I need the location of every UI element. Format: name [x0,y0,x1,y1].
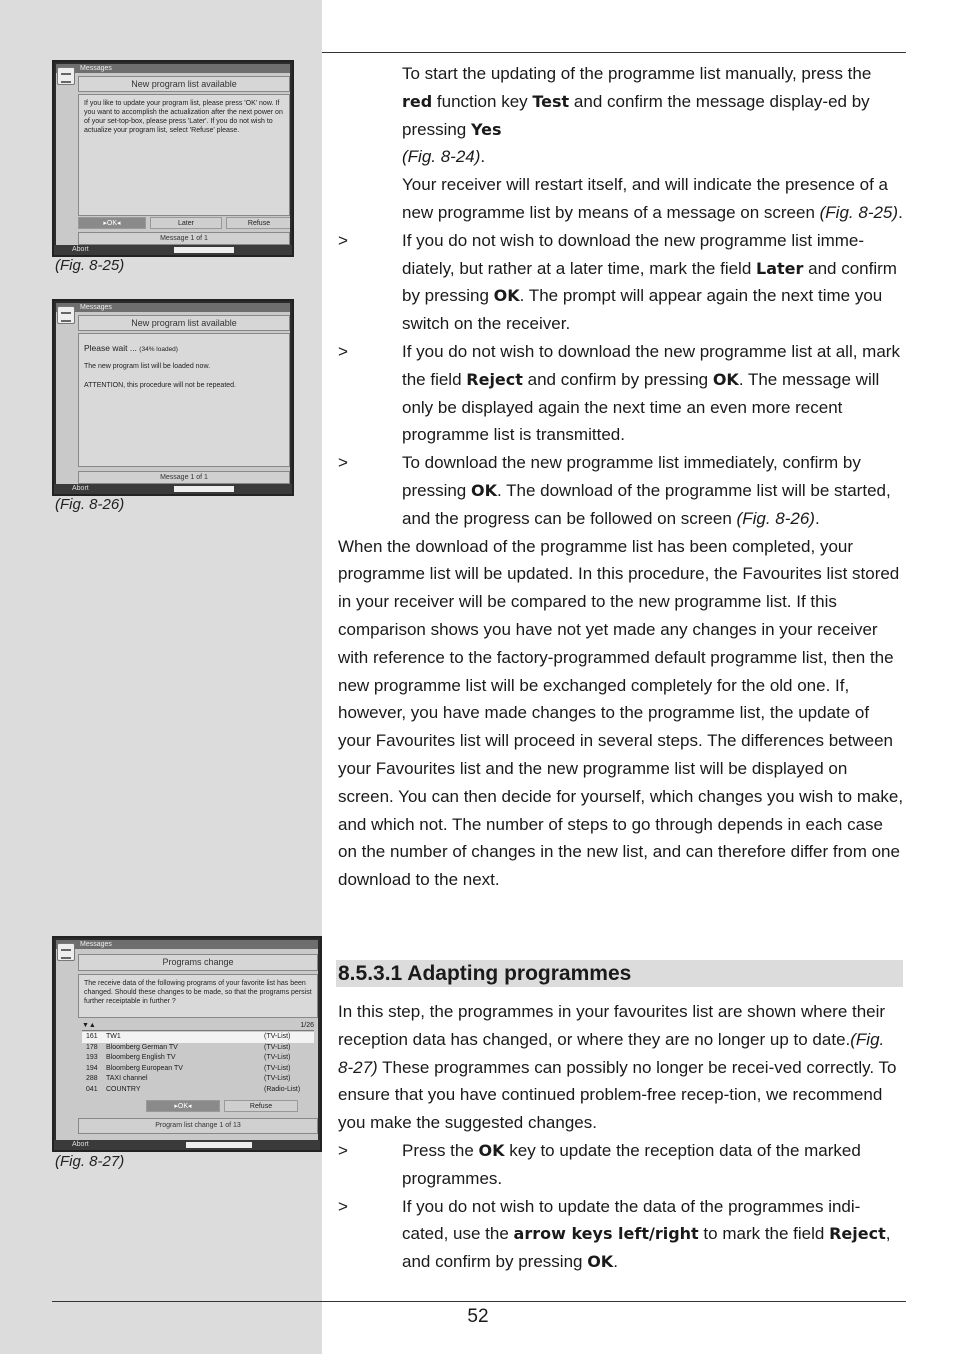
messages-tab: Messages [56,303,290,312]
bottom-bar [54,484,292,494]
progress-text: (34% loaded) [139,346,178,353]
program-list-type: (TV-List) [264,1075,291,1082]
bullet-item: > If you do not wish to download the new programme list imme-diately, but rather at a later time, mark the field Later and confirm by pressing OK. The prompt will appear again the next time you switch on the receiver. [338,227,904,338]
sort-arrows-icon: ▼▲ [82,1022,96,1029]
paragraph: Your receiver will restart itself, and will indicate the presence of a new programme list by means of a message on screen (Fig. 8-25). [402,175,903,222]
refuse-button[interactable]: Refuse [226,217,290,229]
dialog-title: New program list available [78,315,290,331]
program-name: Bloomberg English TV [106,1054,176,1061]
program-name: COUNTRY [106,1085,141,1093]
dialog-body [78,333,290,467]
dialog-title: Programs change [78,954,318,971]
figure-reference: (Fig. 8-24) [402,147,481,167]
list-header [82,1021,314,1031]
figure-8-26-screenshot [52,299,294,496]
program-number: 178 [86,1043,98,1051]
list-counter: 1/26 [300,1022,314,1029]
top-rule [322,52,906,53]
ok-button[interactable]: ▸OK◂ [146,1100,220,1112]
program-list-row[interactable] [82,1043,314,1054]
program-list-row[interactable] [82,1053,314,1064]
paragraph: In this step, the programmes in your favourites list are shown where their reception data has changed, or where they are no longer up to date.(Fig. 8-27) These programmes can possibly no longer be recei-ved correctly. To ensure that you have continued problem-free recep-tion, we recommend you make the suggested changes. [338,1002,897,1133]
program-list-row[interactable] [82,1074,314,1085]
bottom-highlight [174,247,234,253]
bottom-highlight [174,486,234,492]
program-number: 288 [86,1075,98,1082]
figure-caption: (Fig. 8-26) [55,496,125,513]
paragraph: When the download of the programme list has been completed, your programme list will be updated. In this procedure, the Favourites list stored in your receiver will be compared to the new programme list. If this comparison shows you have not yet made any changes in your receiver with reference to the factory-programmed default programme list, then the new programme list will be exchanged completely for the old one. If, however, you have made changes to the programme list, the update of your Favourites list will proceed in several steps. The differences between your Favourites list and the new programme list will be displayed on screen. You can then decide for yourself, which changes you wish to make, and which not. The number of steps to go through depends in each case on the number of changes in the new list, and can therefore differ from one download to the next. [338,536,904,890]
dialog-body: If you like to update your program list, please press 'OK' now. If you want to accomplish the actualization after the next power on of your set-top-box, please press 'Later'. If you do not wish to actualize your program list, select 'Refuse' please. [78,94,290,216]
instructions-text [338,60,904,894]
message-icon [57,943,75,961]
bullet-marker: > [338,453,348,473]
ok-button[interactable]: ▸OK◂ [78,217,146,229]
program-list-row[interactable] [82,1085,314,1096]
bottom-rule [52,1301,906,1302]
program-name: Bloomberg European TV [106,1064,183,1072]
bullet-item: > To download the new programme list immediately, confirm by pressing OK. The download of the programme list will be started, and the progress can be followed on screen (Fig. 8-26). [338,449,904,532]
figure-reference: (Fig. 8-25) [819,202,899,222]
program-number: 193 [86,1054,98,1061]
change-counter: Program list change 1 of 13 [78,1118,318,1134]
program-name: Bloomberg German TV [106,1043,178,1051]
test-key-label: Test [532,91,570,111]
bottom-highlight [186,1142,252,1148]
program-list-type: (Radio-List) [264,1085,301,1093]
message-icon [57,306,75,324]
paragraph: To start the updating of the programme list manually, press the red function key Test and confirm the message display-ed by pressing Yes (Fig. 8-24). [402,64,872,167]
messages-tab: Messages [56,940,318,949]
program-list-row[interactable] [82,1032,314,1043]
abort-label: Abort [72,246,89,253]
bullet-marker: > [338,1140,348,1160]
later-button[interactable]: Later [150,217,222,229]
program-list-row[interactable] [82,1064,314,1075]
program-number: 194 [86,1064,98,1072]
message-counter: Message 1 of 1 [78,471,290,484]
section-heading: 8.5.3.1 Adapting programmes [336,960,903,987]
yes-key-label: Yes [470,119,502,139]
bullet-marker: > [338,1196,348,1216]
program-list-type: (TV-List) [264,1043,291,1051]
program-number: 161 [86,1033,98,1040]
dialog-body: The receive data of the following programs of your favorite list has been changed. Should these changes to be made, so that the programs persist further receiptable in further ? [78,974,318,1018]
message-icon [57,67,75,85]
figure-caption: (Fig. 8-25) [55,257,125,274]
figure-8-25-screenshot [52,60,294,257]
bullet-marker: > [338,341,348,361]
figure-reference: (Fig. 8-27) [338,1029,885,1077]
refuse-button[interactable]: Refuse [224,1100,298,1112]
figure-8-27-screenshot [52,936,322,1152]
abort-label: Abort [72,1141,89,1148]
dialog-title: New program list available [78,76,290,92]
bullet-item: > If you do not wish to update the data of the programmes indi-cated, use the arrow keys left/right to mark the field Reject, and confirm by pressing OK. [338,1193,904,1276]
load-info-text: The new program list will be loaded now. [84,363,211,370]
please-wait-text: Please wait ... [84,343,137,353]
message-counter: Message 1 of 1 [78,232,290,245]
program-list [82,1032,314,1095]
bullet-marker: > [338,230,348,250]
messages-tab: Messages [56,64,290,73]
program-list-type: (TV-List) [264,1064,291,1072]
program-list-type: (TV-List) [264,1033,291,1040]
program-name: TW1 [106,1033,121,1040]
figure-caption: (Fig. 8-27) [55,1153,125,1170]
section-text [338,998,904,1276]
bullet-item: > If you do not wish to download the new programme list at all, mark the field Reject and confirm by pressing OK. The message will only be displayed again the next time an even more recent programme list is transmitted. [338,338,904,449]
bullet-item: > Press the OK key to update the reception data of the marked programmes. [338,1137,904,1193]
attention-text: ATTENTION, this procedure will not be repeated. [84,382,236,389]
page-number: 52 [467,1306,489,1327]
program-number: 041 [86,1085,98,1093]
program-list-type: (TV-List) [264,1054,291,1061]
program-name: TAXI channel [106,1075,148,1082]
bottom-bar [54,245,292,255]
red-key-label: red [402,91,433,111]
abort-label: Abort [72,485,89,492]
